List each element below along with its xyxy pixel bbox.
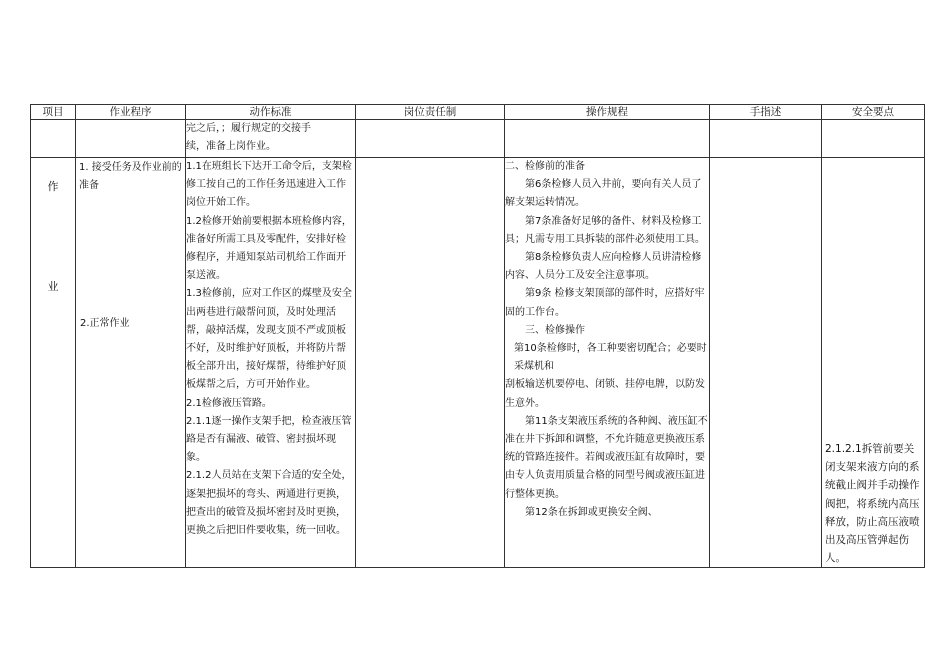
operation-article: 第9条 检修支架顶部的部件时，应搭好牢固的工作台。 (505, 288, 705, 318)
cont-responsibility-cell (356, 120, 505, 158)
header-finger-point: 手指述 (710, 105, 822, 120)
header-operation: 操作规程 (505, 105, 710, 120)
procedure-step: 1. 接受任务及作业前的准备 (79, 162, 182, 192)
project-char: 业 (47, 280, 59, 293)
standard-item: 2.1.2人员站在支架下合适的安全处，逐架把损坏的弯头、两通进行更换，把查出的破管及损坏密封及时更换，更换之后把旧件要收集，统一回收。 (186, 470, 352, 537)
standard-cell (186, 158, 356, 568)
operation-article: 刮板输送机要停电、闭锁、挂停电牌，以防发生意外。 (505, 379, 705, 409)
standard-item: 2.1.1逐一操作支架手把，检查液压管路是否有漏液、破管、密封损坏现象。 (186, 415, 352, 464)
operation-cell (505, 158, 710, 568)
safety-point: 2.1.2.1拆管前要关闭支架来液方向的系统截止阀并手动操作阀把，将系统内高压释放，防止高压液喷出及高压管弹起伤人。 (825, 443, 920, 565)
header-project: 项目 (31, 105, 76, 120)
cont-finger-cell (710, 120, 822, 158)
project-cell (31, 158, 76, 568)
cont-procedure-cell (76, 120, 186, 158)
standard-item: 1.2检修开始前要根据本班检修内容，准备好所需工具及零配件，安排好检修程序，并通知泵站司机给工作面开泵送液。 (186, 215, 352, 282)
header-safety: 安全要点 (822, 105, 925, 120)
responsibility-cell (356, 158, 505, 568)
operation-heading: 三、检修操作 (525, 324, 585, 336)
cont-operation-cell (505, 120, 710, 158)
operation-article: 第10条检修时，各工种要密切配合；必要时采煤机和 (514, 343, 707, 373)
cont-safety-cell (822, 120, 925, 158)
safety-cell (822, 158, 925, 568)
operation-article: 第11条支架液压系统的各种阀、液压缸不准在井下拆卸和调整，不允许随意更换液压系统的管路连接件。若阀或液压缸有故障时，要由专人负责用质量合格的同型号阀或液压缸进行整体更换。 (505, 415, 708, 500)
header-row (31, 105, 925, 120)
cont-project-cell (31, 120, 76, 158)
cont-standard-line: 续，准备上岗作业。 (186, 141, 276, 153)
standard-item: 1.3检修前，应对工作区的煤壁及安全出两巷进行敲帮问顶，及时处理活帮，敲掉活煤，发现支顶不严或顶板不好，及时维护好顶板，并将防片帮板全部升出，接好煤帮，待维护好顶板煤帮之后，方可开始作业。 (186, 288, 352, 391)
procedure-step: 2.正常作业 (80, 318, 130, 329)
operation-article: 第7条准备好足够的备件、材料及检修工具；凡需专用工具拆装的部件必须使用工具。 (505, 215, 705, 245)
header-standard: 动作标准 (186, 105, 356, 120)
continuation-row (31, 120, 925, 158)
procedure-cell (76, 158, 186, 568)
project-char: 作 (47, 180, 59, 193)
operation-heading: 二、检修前的准备 (505, 161, 585, 172)
main-row (31, 158, 925, 568)
finger-cell (710, 158, 822, 568)
header-procedure: 作业程序 (76, 105, 186, 120)
operation-article: 第6条检修人员入井前，要向有关人员了解支架运转情况。 (505, 179, 702, 209)
standard-item: 2.1检修液压管路。 (186, 397, 272, 409)
cont-standard-line: 完之后，；履行规定的交接手 (186, 123, 311, 134)
operation-article: 第12条在拆卸或更换安全阀、 (525, 506, 658, 518)
cont-standard-cell (186, 120, 356, 158)
standard-item: 1.1在班组长下达开工命令后，支架检修工按自己的工作任务迅速进入工作岗位开始工作。 (186, 161, 352, 209)
operation-article: 第8条检修负责人应向检修人员讲清检修内容、人员分工及安全注意事项。 (505, 252, 702, 282)
header-responsibility: 岗位责任制 (356, 105, 505, 120)
procedure-table (30, 104, 925, 568)
